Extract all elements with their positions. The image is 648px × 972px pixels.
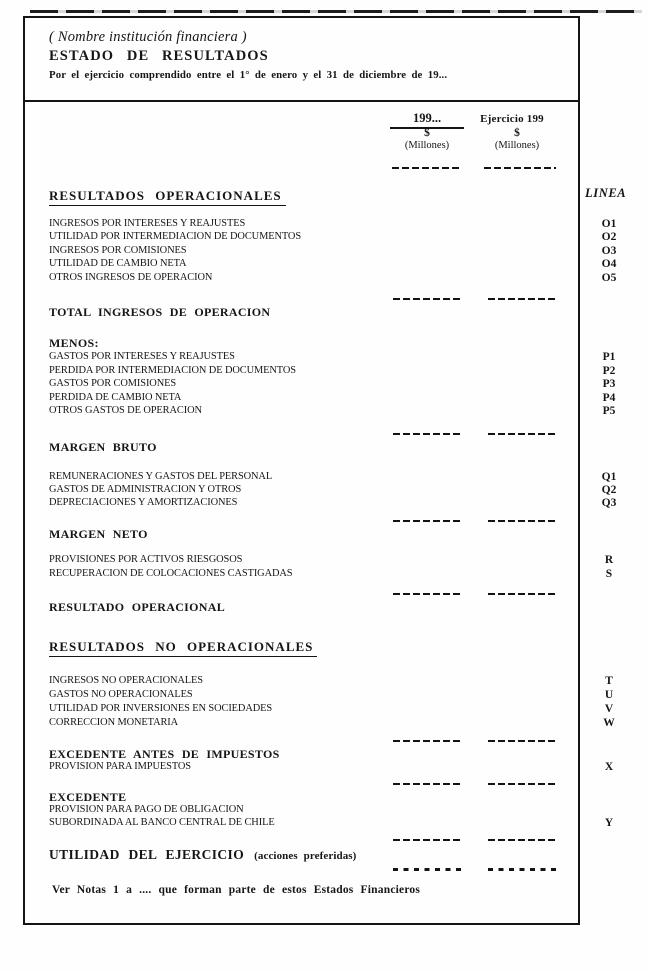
- amount-underline-col1: [393, 868, 463, 871]
- unit-label-col1: (Millones): [404, 140, 450, 151]
- institution-name-placeholder: ( Nombre institución financiera ): [49, 29, 247, 45]
- row-label: RESULTADO OPERACIONAL: [49, 600, 225, 614]
- amount-underline-col1: [393, 520, 463, 522]
- currency-symbol-col2: $: [514, 127, 520, 139]
- line-item-row: [0, 554, 648, 569]
- linea-code: O4: [601, 258, 617, 270]
- row-label: PROVISION PARA IMPUESTOS: [49, 761, 191, 772]
- row-label-note: (acciones preferidas): [254, 850, 357, 862]
- linea-code: Q3: [601, 497, 617, 509]
- row-label: RESULTADOS OPERACIONALES: [49, 188, 286, 206]
- linea-code: P4: [602, 392, 616, 404]
- row-label: UTILIDAD DE CAMBIO NETA: [49, 258, 187, 269]
- line-item-row: [0, 703, 648, 718]
- linea-code: R: [604, 554, 614, 566]
- amount-underline-col1: [393, 783, 463, 785]
- footer-note: Ver Notas 1 a .... que forman parte de estos Estados Financieros: [52, 884, 421, 896]
- current-year-column-header: 199...: [390, 111, 464, 129]
- row-label: UTILIDAD DEL EJERCICIO (acciones preferidas): [49, 847, 357, 862]
- row-label: TOTAL INGRESOS DE OPERACION: [49, 305, 271, 319]
- row-label: OTROS GASTOS DE OPERACION: [49, 405, 202, 416]
- subtotal-row: [0, 440, 648, 455]
- section-heading-row: [0, 639, 648, 654]
- line-item-row: [0, 689, 648, 704]
- section-heading-row: [0, 188, 648, 203]
- row-label: PERDIDA DE CAMBIO NETA: [49, 392, 182, 403]
- row-label: GASTOS POR COMISIONES: [49, 378, 177, 389]
- linea-code: Q1: [601, 471, 617, 483]
- amount-underline-col2: [488, 740, 558, 742]
- line-item-row: [0, 272, 648, 287]
- subtotal-row: [0, 336, 648, 351]
- row-label: GASTOS NO OPERACIONALES: [49, 689, 193, 700]
- linea-code: W: [603, 717, 615, 729]
- row-label: PROVISION PARA PAGO DE OBLIGACION: [49, 804, 244, 815]
- row-label: SUBORDINADA AL BANCO CENTRAL DE CHILE: [49, 817, 275, 828]
- line-item-row: [0, 717, 648, 732]
- linea-code: O1: [601, 218, 617, 230]
- row-label: RECUPERACION DE COLOCACIONES CASTIGADAS: [49, 568, 293, 579]
- row-label: EXCEDENTE ANTES DE IMPUESTOS: [49, 747, 280, 761]
- amount-underline-col1: [393, 298, 463, 300]
- subtotal-row: [0, 527, 648, 542]
- amount-underline-col2: [488, 298, 558, 300]
- subtotal-row: [0, 747, 648, 762]
- line-item-row: [0, 817, 648, 832]
- row-label: DEPRECIACIONES Y AMORTIZACIONES: [49, 497, 238, 508]
- amount-underline-col1: [393, 839, 463, 841]
- row-label: CORRECCION MONETARIA: [49, 717, 179, 728]
- subtotal-row: [0, 600, 648, 615]
- row-label: GASTOS POR INTERESES Y REAJUSTES: [49, 351, 235, 362]
- prior-year-column-header: Ejercicio 199: [480, 113, 544, 125]
- line-item-row: [0, 761, 648, 776]
- amount-underline-col2: [488, 433, 558, 435]
- linea-code: V: [604, 703, 614, 715]
- amount-underline-col2: [488, 520, 558, 522]
- linea-column-header: LINEA: [585, 186, 627, 200]
- linea-code: Q2: [601, 484, 617, 496]
- subtotal-row: [0, 305, 648, 320]
- row-label: OTROS INGRESOS DE OPERACION: [49, 272, 213, 283]
- statement-header-box: [25, 18, 578, 102]
- row-label: MARGEN BRUTO: [49, 440, 157, 454]
- row-label: REMUNERACIONES Y GASTOS DEL PERSONAL: [49, 471, 273, 482]
- grand-total-row: [0, 847, 648, 862]
- linea-code: P2: [602, 365, 616, 377]
- linea-code: T: [605, 675, 613, 687]
- row-label: INGRESOS NO OPERACIONALES: [49, 675, 203, 686]
- row-label: RESULTADOS NO OPERACIONALES: [49, 639, 317, 657]
- amount-underline-col1: [393, 740, 463, 742]
- linea-code: O5: [601, 272, 617, 284]
- line-item-row: [0, 231, 648, 246]
- line-item-row: [0, 405, 648, 420]
- row-label: PROVISIONES POR ACTIVOS RIESGOSOS: [49, 554, 243, 565]
- scan-edge-line: [30, 10, 642, 13]
- line-item-row: [0, 351, 648, 366]
- currency-symbol-col1: $: [424, 127, 430, 139]
- amount-underline-col2: [488, 868, 558, 871]
- linea-code: X: [604, 761, 614, 773]
- row-label: GASTOS DE ADMINISTRACION Y OTROS: [49, 484, 242, 495]
- row-label: PERDIDA POR INTERMEDIACION DE DOCUMENTOS: [49, 365, 296, 376]
- linea-code: P5: [602, 405, 616, 417]
- amount-underline-col2: [488, 839, 558, 841]
- row-label: EXCEDENTE: [49, 790, 127, 804]
- line-item-row: [0, 497, 648, 512]
- linea-code: Y: [604, 817, 614, 829]
- amount-underline-spaced-row: [0, 866, 648, 881]
- linea-code: S: [605, 568, 613, 580]
- line-item-row: [0, 378, 648, 393]
- line-item-row: [0, 258, 648, 273]
- linea-code: U: [604, 689, 614, 701]
- linea-code: O2: [601, 231, 617, 243]
- line-item-row: [0, 675, 648, 690]
- amount-underline-col1: [392, 167, 462, 169]
- amount-underline-col1: [393, 433, 463, 435]
- amount-underline-col2: [484, 167, 556, 169]
- amount-underline-col1: [393, 593, 463, 595]
- linea-code: P3: [602, 378, 616, 390]
- row-label: MARGEN NETO: [49, 527, 148, 541]
- row-label: UTILIDAD POR INTERMEDIACION DE DOCUMENTOS: [49, 231, 301, 242]
- row-label: UTILIDAD POR INVERSIONES EN SOCIEDADES: [49, 703, 273, 714]
- linea-code: O3: [601, 245, 617, 257]
- period-subtitle: Por el ejercicio comprendido entre el 1° de enero y el 31 de diciembre de 19...: [49, 69, 448, 81]
- amount-underline-col2: [488, 783, 558, 785]
- amount-underline-col2: [488, 593, 558, 595]
- row-label: MENOS:: [49, 336, 99, 350]
- row-label: INGRESOS POR COMISIONES: [49, 245, 187, 256]
- linea-code: P1: [602, 351, 616, 363]
- row-label: INGRESOS POR INTERESES Y REAJUSTES: [49, 218, 246, 229]
- unit-label-col2: (Millones): [494, 140, 540, 151]
- line-item-row: [0, 568, 648, 583]
- subtotal-row: [0, 790, 648, 805]
- statement-title: ESTADO DE RESULTADOS: [49, 48, 269, 64]
